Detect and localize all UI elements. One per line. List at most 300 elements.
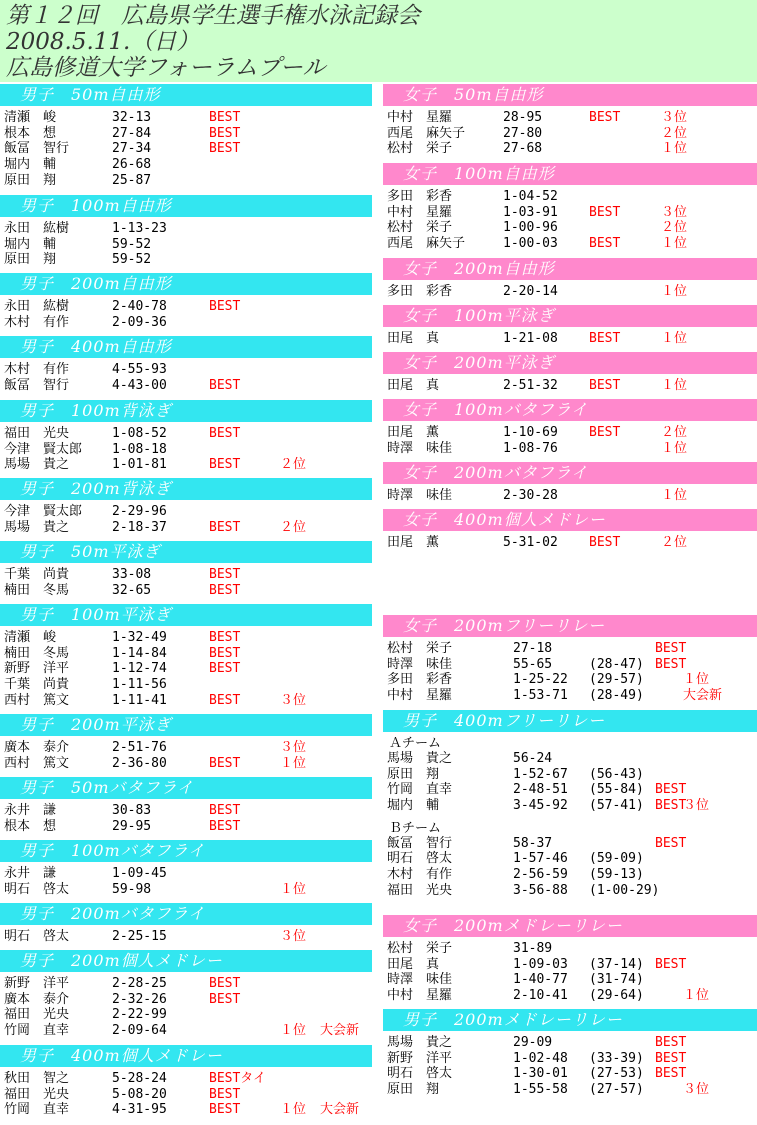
swimmer-name: 千葉 尚貴 xyxy=(4,567,70,582)
result-row xyxy=(0,378,372,394)
cumulative-time: 1-02-48 xyxy=(513,1050,568,1066)
swim-time: 1-11-41 xyxy=(112,692,167,708)
cumulative-time: 1-30-01 xyxy=(513,1066,568,1082)
swim-time: 1-08-18 xyxy=(112,441,167,457)
relay-row xyxy=(383,751,757,767)
event-section xyxy=(383,399,757,456)
swimmer-name: 馬場 貴之 xyxy=(387,751,453,766)
placing: １位 xyxy=(661,236,688,252)
placing: １位 xyxy=(280,1023,307,1039)
event-header: 女子 100m平泳ぎ xyxy=(383,305,757,327)
swimmer-name: 永田 紘樹 xyxy=(4,221,70,236)
swimmer-name: 新野 洋平 xyxy=(4,661,70,677)
swim-time: 1-00-03 xyxy=(503,236,558,252)
relay-section xyxy=(383,710,757,899)
event-section xyxy=(383,462,757,504)
relay-row xyxy=(383,957,757,973)
record-mark: 大会新 xyxy=(320,1102,360,1118)
result-row xyxy=(0,976,372,992)
best-mark: BEST xyxy=(209,976,241,991)
meet-date: 2008.5.11.（日） xyxy=(6,29,200,55)
result-row xyxy=(0,661,372,677)
swim-time: 1-04-52 xyxy=(503,189,558,204)
result-row xyxy=(383,535,757,551)
best-mark: BEST xyxy=(589,236,621,252)
best-mark: BEST xyxy=(589,378,621,393)
placing: ２位 xyxy=(661,220,688,236)
swim-time: 4-55-93 xyxy=(112,362,167,377)
relay-row xyxy=(383,851,757,867)
best-mark: BEST xyxy=(209,692,241,708)
swimmer-name: 多田 彩香 xyxy=(387,672,453,688)
relay-row xyxy=(383,782,757,798)
relay-header: 女子 200mメドレーリレー xyxy=(383,915,757,937)
best-mark: BEST xyxy=(209,457,241,473)
event-header: 男子 200mバタフライ xyxy=(0,903,372,925)
relay-section xyxy=(383,915,757,1004)
best-mark: BEST xyxy=(209,991,241,1007)
event-header: 男子 100m平泳ぎ xyxy=(0,604,372,626)
result-row xyxy=(0,173,372,189)
result-row xyxy=(0,1102,372,1118)
placing: 大会新 xyxy=(683,688,723,704)
best-mark: BEST xyxy=(655,835,687,851)
result-row xyxy=(383,236,757,252)
swimmer-name: 馬場 貴之 xyxy=(4,519,70,535)
best-mark: BEST xyxy=(209,818,241,834)
placing: １位 xyxy=(661,284,688,299)
cumulative-time: 2-48-51 xyxy=(513,782,568,798)
split-time: (56-43) xyxy=(589,766,644,782)
cumulative-time: 1-53-71 xyxy=(513,688,568,704)
best-mark: BEST xyxy=(209,519,241,535)
placing: １位 xyxy=(280,1102,307,1118)
split-time: (28-47) xyxy=(589,656,644,672)
cumulative-time: 1-40-77 xyxy=(513,972,568,988)
event-header: 男子 200m自由形 xyxy=(0,273,372,295)
best-mark: BEST xyxy=(655,782,687,798)
result-row xyxy=(383,488,757,504)
best-mark: BEST xyxy=(589,204,621,220)
best-mark: BEST xyxy=(209,426,241,441)
relay-row xyxy=(383,883,757,899)
swim-time: 27-68 xyxy=(503,141,543,157)
swim-time: 27-80 xyxy=(503,125,543,141)
event-header: 女子 400m個人メドレー xyxy=(383,509,757,531)
swim-time: 1-09-45 xyxy=(112,866,167,881)
event-section xyxy=(0,604,372,708)
placing: ２位 xyxy=(661,125,688,141)
result-row xyxy=(0,1007,372,1023)
swimmer-name: 堀内 輔 xyxy=(387,798,440,814)
best-mark: BEST xyxy=(209,755,241,771)
best-mark: BEST xyxy=(209,1086,241,1102)
cumulative-time: 55-65 xyxy=(513,656,553,672)
cumulative-time: 2-10-41 xyxy=(513,988,568,1004)
swim-time: 1-12-74 xyxy=(112,661,167,677)
placing: １位 xyxy=(661,440,688,456)
event-section xyxy=(0,273,372,330)
split-time: (59-13) xyxy=(589,867,644,883)
swim-time: 2-18-37 xyxy=(112,519,167,535)
best-mark: BEST xyxy=(209,1102,241,1118)
swim-time: 27-34 xyxy=(112,141,152,157)
placing: ２位 xyxy=(280,519,307,535)
event-section xyxy=(0,950,372,1039)
swimmer-name: 永井 謙 xyxy=(4,866,57,881)
best-mark: BESTタイ xyxy=(209,1071,267,1086)
event-section xyxy=(0,400,372,473)
swimmer-name: 明石 啓太 xyxy=(4,929,70,944)
best-mark: BEST xyxy=(209,125,241,141)
swimmer-name: 福田 光央 xyxy=(4,1007,70,1023)
event-section xyxy=(0,714,372,771)
swimmer-name: 福田 光央 xyxy=(4,426,70,441)
swimmer-name: 西尾 麻矢子 xyxy=(387,125,466,141)
event-section xyxy=(383,163,757,252)
result-row xyxy=(0,110,372,126)
swim-time: 2-22-99 xyxy=(112,1007,167,1023)
placing: ２位 xyxy=(661,535,688,550)
swimmer-name: 松村 栄子 xyxy=(387,141,453,157)
swimmer-name: 松村 栄子 xyxy=(387,641,453,656)
swim-time: 4-43-00 xyxy=(112,377,167,393)
swim-time: 5-28-24 xyxy=(112,1071,167,1086)
placing: ３位 xyxy=(280,692,307,708)
placing: １位 xyxy=(280,755,307,771)
placing: ３位 xyxy=(280,740,307,755)
swimmer-name: 清瀬 峻 xyxy=(4,110,57,125)
result-row xyxy=(0,819,372,835)
result-row xyxy=(0,126,372,142)
result-row xyxy=(383,441,757,457)
best-mark: BEST xyxy=(655,798,687,814)
event-section xyxy=(383,509,757,551)
best-mark: BEST xyxy=(209,110,241,125)
cumulative-time: 1-57-46 xyxy=(513,851,568,867)
swim-time: 2-29-96 xyxy=(112,504,167,519)
swim-time: 2-51-76 xyxy=(112,740,167,755)
placing: ３位 xyxy=(683,798,710,814)
swimmer-name: 今津 賢太郎 xyxy=(4,441,83,457)
swimmer-name: 竹岡 直幸 xyxy=(387,782,453,798)
swim-time: 32-13 xyxy=(112,110,152,125)
relay-row xyxy=(383,1035,757,1051)
swimmer-name: 今津 賢太郎 xyxy=(4,504,83,519)
swim-time: 2-09-64 xyxy=(112,1023,167,1039)
relay-row xyxy=(383,641,757,657)
relay-header: 男子 200mメドレーリレー xyxy=(383,1009,757,1031)
split-time: (31-74) xyxy=(589,972,644,988)
event-section xyxy=(0,541,372,598)
result-row xyxy=(0,992,372,1008)
swim-time: 59-98 xyxy=(112,881,152,897)
result-row xyxy=(383,378,757,394)
team-label: Ａチーム xyxy=(389,736,442,751)
result-row xyxy=(0,693,372,709)
best-mark: BEST xyxy=(209,630,241,645)
relay-row xyxy=(383,972,757,988)
swim-time: 2-30-28 xyxy=(503,488,558,503)
event-header: 男子 200m背泳ぎ xyxy=(0,478,372,500)
result-row xyxy=(383,141,757,157)
swim-time: 2-25-15 xyxy=(112,929,167,944)
cumulative-time: 31-89 xyxy=(513,941,553,956)
cumulative-time: 3-56-88 xyxy=(513,882,568,898)
best-mark: BEST xyxy=(589,110,621,125)
event-header: 女子 100m自由形 xyxy=(383,163,757,185)
result-row xyxy=(0,646,372,662)
placing: １位 xyxy=(661,378,688,393)
swim-time: 2-20-14 xyxy=(503,284,558,299)
swimmer-name: 明石 啓太 xyxy=(4,881,70,897)
swim-time: 28-95 xyxy=(503,110,543,125)
swimmer-name: 馬場 貴之 xyxy=(387,1035,453,1050)
result-row xyxy=(0,426,372,442)
swimmer-name: 新野 洋平 xyxy=(387,1050,453,1066)
best-mark: BEST xyxy=(589,331,621,346)
result-row xyxy=(0,882,372,898)
swimmer-name: 松村 栄子 xyxy=(387,220,453,236)
swimmer-name: 中村 星羅 xyxy=(387,110,453,125)
swimmer-name: 田尾 真 xyxy=(387,331,440,346)
event-header: 男子 50mバタフライ xyxy=(0,777,372,799)
swim-time: 1-00-96 xyxy=(503,220,558,236)
meet-title: 第１２回 広島県学生選手権水泳記録会 xyxy=(6,3,420,29)
page-title-banner xyxy=(0,0,757,82)
best-mark: BEST xyxy=(209,299,241,314)
swimmer-name: 福田 光央 xyxy=(387,882,453,898)
relay-header: 男子 400mフリーリレー xyxy=(383,710,757,732)
best-mark: BEST xyxy=(209,582,241,598)
swimmer-name: 木村 有作 xyxy=(4,362,70,377)
event-section xyxy=(0,777,372,834)
cumulative-time: 1-25-22 xyxy=(513,672,568,688)
placing: １位 xyxy=(661,331,688,346)
event-section xyxy=(383,84,757,157)
best-mark: BEST xyxy=(209,567,241,582)
swimmer-name: 田尾 薫 xyxy=(387,425,440,440)
swimmer-name: 田尾 真 xyxy=(387,956,440,972)
team-label: Ｂチーム xyxy=(389,820,442,836)
best-mark: BEST xyxy=(655,956,687,972)
best-mark: BEST xyxy=(655,641,687,656)
event-header: 女子 200m平泳ぎ xyxy=(383,352,757,374)
relay-row xyxy=(383,988,757,1004)
placing: １位 xyxy=(683,988,710,1004)
result-row xyxy=(0,315,372,331)
swimmer-name: 竹岡 直幸 xyxy=(4,1023,70,1039)
swimmer-name: 明石 啓太 xyxy=(387,851,453,867)
result-row xyxy=(0,803,372,819)
placing: ２位 xyxy=(280,457,307,473)
swim-time: 27-84 xyxy=(112,125,152,141)
result-row xyxy=(0,442,372,458)
swimmer-name: 多田 彩香 xyxy=(387,189,453,204)
best-mark: BEST xyxy=(209,645,241,661)
swimmer-name: 中村 星羅 xyxy=(387,688,453,704)
split-time: (55-84) xyxy=(589,782,644,798)
result-row xyxy=(0,362,372,378)
swimmer-name: 時澤 味佳 xyxy=(387,972,453,988)
relay-row xyxy=(383,767,757,783)
record-mark: 大会新 xyxy=(320,1023,360,1039)
event-header: 男子 50m平泳ぎ xyxy=(0,541,372,563)
swimmer-name: 馬場 貴之 xyxy=(4,457,70,473)
event-header: 男子 400m自由形 xyxy=(0,336,372,358)
swimmer-name: 木村 有作 xyxy=(4,314,70,330)
swim-time: 29-95 xyxy=(112,818,152,834)
event-header: 女子 50m自由形 xyxy=(383,84,757,106)
relay-row xyxy=(383,1051,757,1067)
cumulative-time: 1-55-58 xyxy=(513,1082,568,1098)
swimmer-name: 竹岡 直幸 xyxy=(4,1102,70,1118)
relay-row xyxy=(383,1082,757,1098)
best-mark: BEST xyxy=(655,1066,687,1082)
relay-row xyxy=(383,798,757,814)
swim-time: 1-10-69 xyxy=(503,425,558,440)
result-row xyxy=(0,677,372,693)
result-row xyxy=(383,205,757,221)
split-time: (37-14) xyxy=(589,956,644,972)
split-time: (27-57) xyxy=(589,1082,644,1098)
event-section xyxy=(383,258,757,300)
swimmer-name: 多田 彩香 xyxy=(387,284,453,299)
best-mark: BEST xyxy=(209,661,241,677)
relay-row xyxy=(383,941,757,957)
best-mark: BEST xyxy=(589,535,621,550)
result-row xyxy=(383,110,757,126)
swim-time: 1-14-84 xyxy=(112,645,167,661)
swimmer-name: 田尾 薫 xyxy=(387,535,440,550)
relay-row xyxy=(383,1066,757,1082)
swimmer-name: 堀内 輔 xyxy=(4,236,57,252)
event-header: 男子 200m個人メドレー xyxy=(0,950,372,972)
event-section xyxy=(383,305,757,347)
swim-time: 1-11-56 xyxy=(112,677,167,693)
swim-time: 30-83 xyxy=(112,803,152,818)
result-row xyxy=(0,504,372,520)
result-row xyxy=(0,929,372,945)
swim-time: 2-09-36 xyxy=(112,314,167,330)
cumulative-time: 1-52-67 xyxy=(513,766,568,782)
swim-time: 2-28-25 xyxy=(112,976,167,991)
split-time: (33-39) xyxy=(589,1050,644,1066)
swimmer-name: 時澤 味佳 xyxy=(387,656,453,672)
event-section xyxy=(0,84,372,188)
result-row xyxy=(383,220,757,236)
event-section xyxy=(383,352,757,394)
swim-time: 1-21-08 xyxy=(503,331,558,346)
result-row xyxy=(0,141,372,157)
placing: ２位 xyxy=(661,425,688,440)
result-row xyxy=(0,866,372,882)
split-time: (27-53) xyxy=(589,1066,644,1082)
split-time: (59-09) xyxy=(589,851,644,867)
swimmer-name: 飯冨 智行 xyxy=(387,835,453,851)
result-row xyxy=(0,520,372,536)
swimmer-name: 原田 翔 xyxy=(387,1082,440,1098)
result-row xyxy=(0,157,372,173)
best-mark: BEST xyxy=(655,1050,687,1066)
result-row xyxy=(0,1023,372,1039)
relay-header: 女子 200mフリーリレー xyxy=(383,615,757,637)
event-section xyxy=(0,1045,372,1118)
swimmer-name: 楠田 冬馬 xyxy=(4,645,70,661)
swim-time: 5-31-02 xyxy=(503,535,558,550)
swim-time: 25-87 xyxy=(112,172,152,188)
swimmer-name: 飯冨 智行 xyxy=(4,141,70,157)
result-row xyxy=(0,221,372,237)
result-row xyxy=(0,583,372,599)
relay-row xyxy=(383,688,757,704)
swim-time: 1-08-52 xyxy=(112,426,167,441)
swimmer-name: 西尾 麻矢子 xyxy=(387,236,466,252)
swimmer-name: 廣本 泰介 xyxy=(4,991,70,1007)
event-header: 女子 200m自由形 xyxy=(383,258,757,280)
meet-venue: 広島修道大学フォーラムプール xyxy=(6,55,326,81)
placing: １位 xyxy=(661,141,688,157)
swimmer-name: 楠田 冬馬 xyxy=(4,582,70,598)
event-section xyxy=(0,840,372,897)
event-header: 女子 100mバタフライ xyxy=(383,399,757,421)
swimmer-name: 清瀬 峻 xyxy=(4,630,57,645)
cumulative-time: 2-56-59 xyxy=(513,867,568,883)
result-row xyxy=(0,299,372,315)
swimmer-name: 千葉 尚貴 xyxy=(4,677,70,693)
swimmer-name: 木村 有作 xyxy=(387,867,453,883)
swimmer-name: 根本 想 xyxy=(4,125,57,141)
result-row xyxy=(383,126,757,142)
split-time: (57-41) xyxy=(589,798,644,814)
cumulative-time: 29-09 xyxy=(513,1035,553,1050)
swim-time: 59-52 xyxy=(112,252,152,268)
event-header: 男子 200m平泳ぎ xyxy=(0,714,372,736)
relay-row xyxy=(383,672,757,688)
placing: １位 xyxy=(683,672,710,688)
swimmer-name: 原田 翔 xyxy=(4,172,57,188)
event-header: 男子 100mバタフライ xyxy=(0,840,372,862)
best-mark: BEST xyxy=(209,803,241,818)
best-mark: BEST xyxy=(655,656,687,672)
cumulative-time: 58-37 xyxy=(513,835,553,851)
event-section xyxy=(0,336,372,393)
split-time: (28-49) xyxy=(589,688,644,704)
best-mark: BEST xyxy=(589,425,621,440)
relay-row xyxy=(383,836,757,852)
result-row xyxy=(0,237,372,253)
result-row xyxy=(383,284,757,300)
swim-time: 2-51-32 xyxy=(503,378,558,393)
event-header: 男子 400m個人メドレー xyxy=(0,1045,372,1067)
cumulative-time: 3-45-92 xyxy=(513,798,568,814)
swimmer-name: 田尾 真 xyxy=(387,378,440,393)
cumulative-time: 56-24 xyxy=(513,751,553,766)
swim-time: 1-03-91 xyxy=(503,204,558,220)
event-section xyxy=(0,478,372,535)
swimmer-name: 根本 想 xyxy=(4,818,57,834)
event-section xyxy=(0,195,372,268)
swim-time: 2-32-26 xyxy=(112,991,167,1007)
swimmer-name: 西村 篤文 xyxy=(4,755,70,771)
swim-time: 2-40-78 xyxy=(112,299,167,314)
swim-time: 1-13-23 xyxy=(112,221,167,236)
swimmer-name: 永田 紘樹 xyxy=(4,299,70,314)
placing: １位 xyxy=(661,488,688,503)
result-row xyxy=(0,756,372,772)
swimmer-name: 原田 翔 xyxy=(4,252,57,268)
relay-row xyxy=(383,867,757,883)
